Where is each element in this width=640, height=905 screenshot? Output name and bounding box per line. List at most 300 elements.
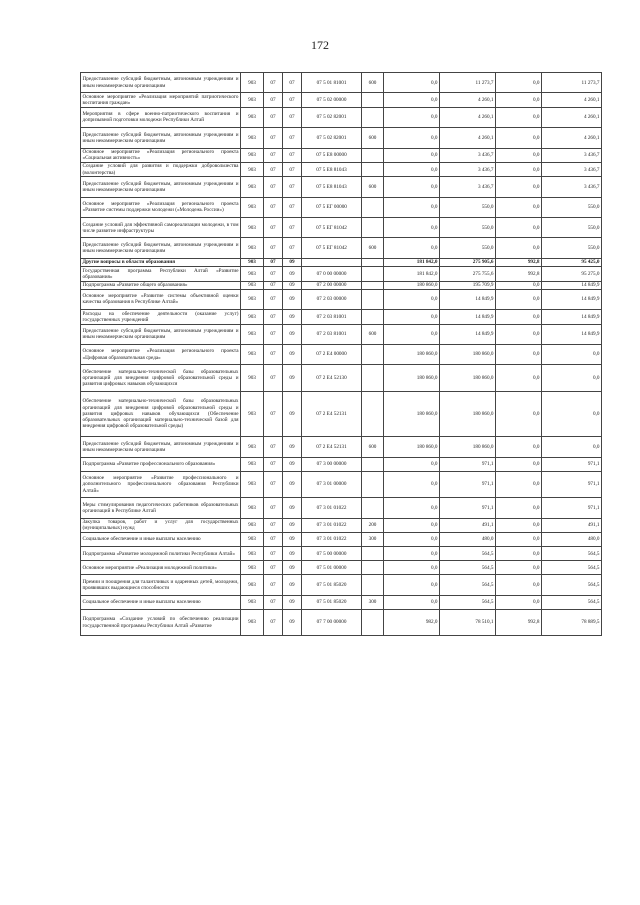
cell-amount-2: 3 436,7 — [440, 148, 496, 162]
cell-amount-4: 550,0 — [542, 238, 602, 258]
cell-amount-2: 4 260,1 — [440, 93, 496, 107]
cell-amount-4: 14 849,9 — [542, 289, 602, 309]
cell-code: 903 — [241, 310, 264, 324]
cell-code: 903 — [241, 73, 264, 93]
cell-section: 07 — [264, 609, 283, 636]
cell-name: Основное мероприятие «Реализация регионального проекта «Цифровая образовательная среда» — [81, 344, 241, 364]
cell-amount-4: 0,0 — [542, 437, 602, 457]
cell-section: 07 — [264, 498, 283, 518]
cell-subsection: 09 — [283, 533, 302, 547]
table-row — [81, 107, 602, 127]
table-row — [81, 148, 602, 162]
cell-section: 07 — [264, 391, 283, 436]
cell-amount-4: 0,0 — [542, 344, 602, 364]
cell-section: 07 — [264, 177, 283, 197]
cell-expense-group: 300 — [362, 533, 384, 547]
cell-amount-3: 0,0 — [496, 310, 542, 324]
cell-name: Подпрограмма «Развитие общего образования» — [81, 281, 241, 289]
cell-amount-1: 0,0 — [384, 73, 440, 93]
cell-amount-3: 0,0 — [496, 595, 542, 609]
cell-name: Основное мероприятие «Реализация молодежной политики» — [81, 561, 241, 575]
cell-amount-1: 0,0 — [384, 238, 440, 258]
cell-section: 07 — [264, 561, 283, 575]
cell-subsection: 09 — [283, 281, 302, 289]
cell-amount-4: 11 273,7 — [542, 73, 602, 93]
cell-section: 07 — [264, 518, 283, 532]
cell-expense-group: 600 — [362, 128, 384, 148]
cell-subsection: 07 — [283, 73, 302, 93]
cell-name: Закупка товаров, работ и услуг для государственных (муниципальных) нужд — [82, 519, 239, 532]
cell-target-article: 07 5 E8 00000 — [302, 148, 362, 162]
cell-code: 903 — [241, 457, 264, 471]
table-row — [81, 258, 602, 266]
cell-target-article: 07 7 00 00000 — [302, 609, 362, 636]
cell-amount-3: 0,0 — [496, 128, 542, 148]
cell-expense-group — [362, 310, 384, 324]
table-row — [81, 471, 602, 498]
cell-expense-group — [362, 289, 384, 309]
table-row — [81, 310, 602, 324]
cell-expense-group — [362, 471, 384, 498]
cell-expense-group — [362, 365, 384, 392]
cell-name: Мероприятия в сфере военно-патриотического воспитания и допризывной подготовки молодежи Республики Алтай — [81, 107, 241, 127]
cell-amount-4: 3 436,7 — [542, 162, 602, 176]
cell-target-article: 07 3 00 00000 — [302, 457, 362, 471]
cell-section: 07 — [264, 437, 283, 457]
table-row — [81, 344, 602, 364]
cell-code: 903 — [241, 162, 264, 176]
cell-code: 903 — [241, 437, 264, 457]
cell-subsection: 07 — [283, 148, 302, 162]
cell-target-article: 07 5 01 85020 — [302, 575, 362, 595]
cell-amount-2: 275 905,6 — [440, 258, 496, 266]
cell-amount-1: 982,0 — [384, 609, 440, 636]
cell-expense-group — [362, 457, 384, 471]
table-row — [81, 561, 602, 575]
cell-code: 903 — [241, 324, 264, 344]
cell-amount-1: 0,0 — [384, 310, 440, 324]
table-row — [81, 93, 602, 107]
cell-section: 07 — [264, 128, 283, 148]
cell-name: Предоставление субсидий бюджетным, автономным учреждениям и иным некоммерческим организациям — [81, 437, 241, 457]
cell-code: 903 — [241, 609, 264, 636]
cell-subsection: 07 — [283, 177, 302, 197]
cell-amount-3: 0,0 — [496, 437, 542, 457]
cell-name: Меры стимулирования педагогических работников образовательных организаций в Республике Алтай — [81, 498, 241, 518]
table-row — [81, 547, 602, 561]
cell-section: 07 — [264, 197, 283, 217]
table-row — [81, 498, 602, 518]
cell-amount-2: 180 860,0 — [440, 365, 496, 392]
cell-expense-group: 600 — [362, 324, 384, 344]
cell-amount-1: 0,0 — [384, 561, 440, 575]
cell-subsection: 09 — [283, 391, 302, 436]
table-row — [81, 457, 602, 471]
cell-amount-4: 564,5 — [542, 595, 602, 609]
cell-target-article: 07 5 01 85020 — [302, 595, 362, 609]
cell-amount-4: 564,5 — [542, 575, 602, 595]
cell-section: 07 — [264, 267, 283, 281]
cell-amount-4: 0,0 — [542, 391, 602, 436]
cell-name: Основное мероприятие «Реализация регионального проекта «Развитие системы поддержки молодежи («Молодежь России») — [81, 197, 241, 217]
cell-code: 903 — [241, 365, 264, 392]
cell-amount-3: 0,0 — [496, 533, 542, 547]
cell-amount-4: 0,0 — [542, 365, 602, 392]
cell-amount-3: 0,0 — [496, 148, 542, 162]
cell-target-article: 07 2 00 00000 — [302, 281, 362, 289]
cell-amount-4: 14 849,9 — [542, 310, 602, 324]
cell-expense-group — [362, 281, 384, 289]
cell-section: 07 — [264, 344, 283, 364]
cell-code: 903 — [241, 218, 264, 238]
cell-target-article — [302, 258, 362, 266]
cell-subsection: 09 — [283, 258, 302, 266]
cell-expense-group: 600 — [362, 238, 384, 258]
cell-amount-4: 95 275,0 — [542, 267, 602, 281]
table-row — [81, 238, 602, 258]
table-row — [81, 609, 602, 636]
table-row — [81, 391, 602, 436]
cell-amount-3: 0,0 — [496, 197, 542, 217]
cell-amount-2: 564,5 — [440, 575, 496, 595]
cell-code: 903 — [241, 258, 264, 266]
cell-amount-1: 0,0 — [384, 498, 440, 518]
cell-subsection: 07 — [283, 218, 302, 238]
table-row — [81, 595, 602, 609]
cell-expense-group — [362, 575, 384, 595]
cell-amount-4: 78 889,5 — [542, 609, 602, 636]
cell-expense-group — [362, 547, 384, 561]
cell-amount-3: 0,0 — [496, 344, 542, 364]
cell-amount-4: 3 436,7 — [542, 148, 602, 162]
table-row — [81, 281, 602, 289]
cell-amount-4: 971,1 — [542, 457, 602, 471]
cell-expense-group — [362, 148, 384, 162]
cell-target-article: 07 5 EГ 00000 — [302, 197, 362, 217]
cell-code: 903 — [241, 93, 264, 107]
page-number: 172 — [311, 38, 329, 52]
cell-code: 903 — [241, 238, 264, 258]
cell-code: 903 — [241, 107, 264, 127]
cell-amount-2: 550,0 — [440, 238, 496, 258]
cell-section: 07 — [264, 365, 283, 392]
cell-name: Другие вопросы в области образования — [81, 258, 241, 266]
cell-subsection: 09 — [283, 561, 302, 575]
cell-amount-3: 0,0 — [496, 218, 542, 238]
table-row — [81, 197, 602, 217]
cell-section: 07 — [264, 575, 283, 595]
cell-target-article: 07 5 E8 81043 — [302, 162, 362, 176]
cell-amount-2: 564,5 — [440, 595, 496, 609]
cell-code: 903 — [241, 547, 264, 561]
cell-amount-2: 180 860,0 — [440, 344, 496, 364]
cell-subsection: 09 — [283, 547, 302, 561]
cell-amount-3: 0,0 — [496, 73, 542, 93]
cell-section: 07 — [264, 218, 283, 238]
cell-amount-3: 0,0 — [496, 471, 542, 498]
cell-amount-3: 0,0 — [496, 457, 542, 471]
cell-subsection: 09 — [283, 267, 302, 281]
cell-expense-group: 600 — [362, 73, 384, 93]
cell-subsection: 07 — [283, 197, 302, 217]
cell-subsection: 09 — [283, 518, 302, 532]
table-row — [81, 518, 602, 532]
cell-name: Предоставление субсидий бюджетным, автономным учреждениям и иным некоммерческим организациям — [81, 324, 241, 344]
cell-amount-3: 0,0 — [496, 93, 542, 107]
cell-amount-4: 3 436,7 — [542, 177, 602, 197]
cell-code: 903 — [241, 177, 264, 197]
cell-amount-2: 14 849,9 — [440, 310, 496, 324]
cell-expense-group — [362, 344, 384, 364]
cell-section: 07 — [264, 162, 283, 176]
cell-subsection: 09 — [283, 498, 302, 518]
cell-target-article: 07 3 01 01022 — [302, 533, 362, 547]
cell-amount-4: 14 849,9 — [542, 324, 602, 344]
cell-section: 07 — [264, 258, 283, 266]
cell-name: Предоставление субсидий бюджетным, автономным учреждениям и иным некоммерческим организациям — [81, 177, 241, 197]
cell-amount-3: 0,0 — [496, 518, 542, 532]
cell-amount-2: 4 260,1 — [440, 107, 496, 127]
cell-target-article: 07 5 EГ 81042 — [302, 238, 362, 258]
cell-section: 07 — [264, 281, 283, 289]
cell-section: 07 — [264, 471, 283, 498]
cell-name: Создание условий для эффективной самореализации молодежи, в том числе развитие инфраструктуры — [81, 218, 241, 238]
cell-amount-1: 180 860,0 — [384, 344, 440, 364]
table-row — [81, 73, 602, 93]
cell-amount-3: 0,0 — [496, 391, 542, 436]
cell-expense-group: 600 — [362, 437, 384, 457]
cell-name: Основное мероприятие «Реализация регионального проекта «Социальная активность» — [82, 149, 239, 162]
cell-amount-3: 0,0 — [496, 365, 542, 392]
cell-section: 07 — [264, 547, 283, 561]
cell-name: Основное мероприятие «Развитие системы объективной оценки качества образования в Республике Алтай» — [81, 289, 241, 309]
cell-amount-1: 181 842,0 — [384, 267, 440, 281]
cell-amount-3: 992,8 — [496, 267, 542, 281]
cell-section: 07 — [264, 148, 283, 162]
cell-target-article: 07 5 02 82001 — [302, 107, 362, 127]
budget-table — [80, 72, 602, 636]
cell-subsection: 07 — [283, 238, 302, 258]
cell-code: 903 — [241, 518, 264, 532]
cell-name: Предоставление субсидий бюджетным, автономным учреждениям и иным некоммерческим организациям — [81, 128, 241, 148]
cell-subsection: 09 — [283, 324, 302, 344]
cell-expense-group: 200 — [362, 518, 384, 532]
cell-amount-2: 180 860,0 — [440, 391, 496, 436]
cell-subsection: 07 — [283, 93, 302, 107]
cell-section: 07 — [264, 238, 283, 258]
cell-section: 07 — [264, 324, 283, 344]
cell-amount-1: 180 860,0 — [384, 391, 440, 436]
cell-subsection: 09 — [283, 457, 302, 471]
cell-target-article: 07 2 E4 52131 — [302, 391, 362, 436]
cell-section: 07 — [264, 107, 283, 127]
cell-amount-1: 0,0 — [384, 595, 440, 609]
cell-name: Премии и поощрения для талантливых и одаренных детей, молодежи, проявивших выдающиеся способности — [81, 575, 241, 595]
cell-amount-4: 14 849,9 — [542, 281, 602, 289]
cell-target-article: 07 5 E8 81043 — [302, 177, 362, 197]
cell-expense-group — [362, 93, 384, 107]
cell-amount-2: 3 436,7 — [440, 162, 496, 176]
cell-subsection: 09 — [283, 344, 302, 364]
cell-code: 903 — [241, 128, 264, 148]
cell-amount-4: 971,1 — [542, 498, 602, 518]
cell-amount-2: 550,0 — [440, 197, 496, 217]
cell-amount-2: 971,1 — [440, 471, 496, 498]
cell-amount-2: 78 510,1 — [440, 609, 496, 636]
cell-target-article: 07 5 00 00000 — [302, 547, 362, 561]
cell-expense-group — [362, 498, 384, 518]
cell-name: Социальное обеспечение и иные выплаты населению — [81, 595, 241, 609]
cell-expense-group: 300 — [362, 595, 384, 609]
cell-amount-3: 0,0 — [496, 289, 542, 309]
cell-name: Предоставление субсидий бюджетным, автономным учреждениям и иным некоммерческим организациям — [81, 238, 241, 258]
cell-subsection: 09 — [283, 609, 302, 636]
cell-amount-1: 0,0 — [384, 324, 440, 344]
cell-code: 903 — [241, 197, 264, 217]
table-row — [81, 324, 602, 344]
cell-expense-group — [362, 258, 384, 266]
cell-name: Предоставление субсидий бюджетным, автономным учреждениям и иным некоммерческим организациям — [81, 73, 241, 93]
cell-subsection: 07 — [283, 128, 302, 148]
table-row — [81, 365, 602, 392]
cell-amount-4: 564,5 — [542, 547, 602, 561]
cell-amount-2: 971,1 — [440, 498, 496, 518]
cell-name: Государственная программа Республики Алтай «Развитие образования» — [82, 267, 239, 280]
cell-subsection: 09 — [283, 289, 302, 309]
cell-amount-2: 195 709,9 — [440, 281, 496, 289]
cell-section: 07 — [264, 73, 283, 93]
table-row — [81, 128, 602, 148]
cell-name: Подпрограмма «Развитие молодежной политики Республики Алтай» — [81, 547, 241, 561]
cell-code: 903 — [241, 575, 264, 595]
cell-name: Создание условий для развития и поддержки добровольчества (волонтерства) — [82, 163, 239, 176]
table-row — [81, 177, 602, 197]
cell-amount-2: 491,1 — [440, 518, 496, 532]
table-row — [81, 218, 602, 238]
cell-name: Социальное обеспечение и иные выплаты населению — [81, 533, 241, 547]
cell-amount-4: 4 260,1 — [542, 128, 602, 148]
cell-target-article: 07 3 01 00000 — [302, 471, 362, 498]
cell-expense-group — [362, 218, 384, 238]
cell-expense-group — [362, 107, 384, 127]
cell-amount-1: 181 842,0 — [384, 258, 440, 266]
cell-target-article: 07 5 01 81001 — [302, 73, 362, 93]
cell-expense-group — [362, 561, 384, 575]
cell-amount-2: 550,0 — [440, 218, 496, 238]
cell-amount-4: 564,5 — [542, 561, 602, 575]
cell-code: 903 — [241, 267, 264, 281]
cell-amount-1: 0,0 — [384, 107, 440, 127]
cell-name: Подпрограмма «Создание условий по обеспечению реализации государственной программы Республики Алтай «Развитие — [81, 609, 241, 636]
cell-amount-2: 11 273,7 — [440, 73, 496, 93]
cell-target-article: 07 5 02 00000 — [302, 93, 362, 107]
cell-amount-2: 564,5 — [440, 561, 496, 575]
cell-name: Расходы на обеспечение деятельности (оказание услуг) государственных учреждений — [82, 310, 239, 323]
cell-target-article: 07 5 01 00000 — [302, 561, 362, 575]
cell-expense-group: 600 — [362, 177, 384, 197]
cell-amount-4: 480,0 — [542, 533, 602, 547]
cell-code: 903 — [241, 561, 264, 575]
cell-amount-1: 0,0 — [384, 471, 440, 498]
cell-amount-1: 0,0 — [384, 197, 440, 217]
cell-amount-2: 971,1 — [440, 457, 496, 471]
table-row — [81, 533, 602, 547]
cell-amount-1: 180 860,0 — [384, 281, 440, 289]
cell-amount-3: 0,0 — [496, 162, 542, 176]
cell-amount-2: 180 860,0 — [440, 437, 496, 457]
cell-name: Основное мероприятие «Реализация мероприятий патриотического воспитания граждан» — [82, 93, 239, 107]
cell-amount-2: 4 260,1 — [440, 128, 496, 148]
cell-target-article: 07 2 03 81001 — [302, 324, 362, 344]
cell-subsection: 09 — [283, 471, 302, 498]
cell-amount-3: 0,0 — [496, 177, 542, 197]
cell-amount-3: 0,0 — [496, 547, 542, 561]
cell-amount-1: 0,0 — [384, 162, 440, 176]
cell-amount-2: 14 849,9 — [440, 324, 496, 344]
cell-subsection: 07 — [283, 107, 302, 127]
cell-code: 903 — [241, 471, 264, 498]
cell-amount-1: 0,0 — [384, 533, 440, 547]
cell-subsection: 09 — [283, 365, 302, 392]
cell-subsection: 09 — [283, 310, 302, 324]
table-row — [81, 289, 602, 309]
cell-amount-3: 0,0 — [496, 498, 542, 518]
cell-amount-4: 95 425,0 — [542, 258, 602, 266]
cell-amount-1: 0,0 — [384, 177, 440, 197]
cell-target-article: 07 2 03 00000 — [302, 289, 362, 309]
cell-expense-group — [362, 609, 384, 636]
cell-target-article: 07 5 EГ 81042 — [302, 218, 362, 238]
cell-subsection: 09 — [283, 575, 302, 595]
cell-amount-3: 0,0 — [496, 107, 542, 127]
table-row — [81, 162, 602, 176]
cell-amount-3: 0,0 — [496, 281, 542, 289]
cell-code: 903 — [241, 498, 264, 518]
cell-amount-2: 480,0 — [440, 533, 496, 547]
cell-target-article: 07 5 02 82001 — [302, 128, 362, 148]
cell-amount-1: 0,0 — [384, 93, 440, 107]
cell-amount-3: 0,0 — [496, 561, 542, 575]
cell-subsection: 07 — [283, 162, 302, 176]
cell-section: 07 — [264, 310, 283, 324]
cell-amount-1: 0,0 — [384, 457, 440, 471]
cell-amount-2: 564,5 — [440, 547, 496, 561]
cell-amount-1: 0,0 — [384, 218, 440, 238]
cell-amount-1: 0,0 — [384, 289, 440, 309]
cell-amount-4: 491,1 — [542, 518, 602, 532]
table-body — [81, 73, 602, 636]
cell-amount-3: 992,8 — [496, 609, 542, 636]
cell-section: 07 — [264, 595, 283, 609]
cell-amount-1: 0,0 — [384, 518, 440, 532]
cell-section: 07 — [264, 457, 283, 471]
cell-amount-4: 4 260,1 — [542, 93, 602, 107]
cell-section: 07 — [264, 289, 283, 309]
cell-code: 903 — [241, 533, 264, 547]
table-row — [81, 267, 602, 281]
cell-target-article: 07 2 E4 52131 — [302, 437, 362, 457]
cell-expense-group — [362, 197, 384, 217]
cell-code: 903 — [241, 595, 264, 609]
cell-amount-4: 550,0 — [542, 218, 602, 238]
cell-expense-group — [362, 162, 384, 176]
cell-amount-3: 0,0 — [496, 324, 542, 344]
cell-amount-1: 180 860,0 — [384, 437, 440, 457]
cell-amount-2: 3 436,7 — [440, 177, 496, 197]
cell-amount-4: 550,0 — [542, 197, 602, 217]
cell-amount-2: 14 849,9 — [440, 289, 496, 309]
table-row — [81, 437, 602, 457]
